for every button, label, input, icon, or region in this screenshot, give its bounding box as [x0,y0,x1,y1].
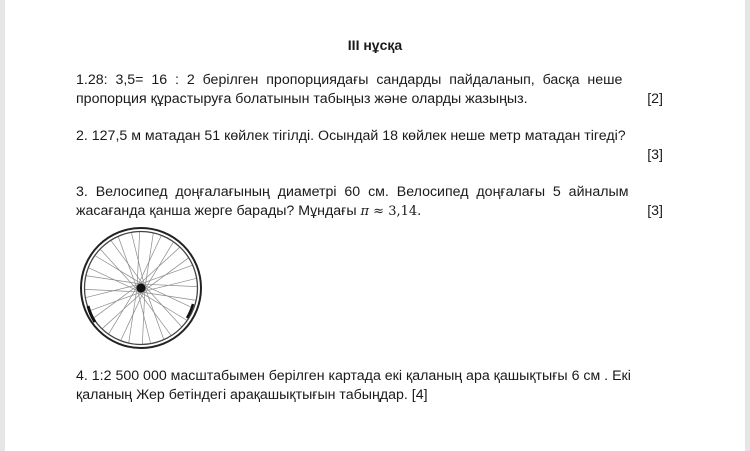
pi-approx-value: ≈ 3,14. [369,204,422,219]
task-3-line-1: 3. Велосипед доңғалағының диаметрі 60 см. Велосипед доңғалағы 5 айналым [76,184,629,200]
worksheet-page [76,36,674,405]
task-2-score: [3] [647,147,663,163]
task-1-line-2: пропорция құрастыруға болатынын табыңыз және оларды жазыңыз. [76,91,528,107]
pi-symbol: π [360,204,370,219]
task-1-score: [2] [647,91,663,107]
task-4-line-1: 4. 1:2 500 000 масштабымен берілген картада екі қаланың ара қашықтығы 6 см . Екі [76,368,631,384]
task-3-score: [3] [647,203,663,219]
task-3 [76,183,674,350]
left-page-edge [0,0,5,451]
variant-title: III нұсқа [347,37,403,53]
wheel-spoke [109,286,138,333]
bicycle-wheel-image [79,226,203,350]
task-1-line-1: 1.28: 3,5= 16 : 2 берілген пропорциядағы сандарды пайдаланып, басқа неше [76,72,623,88]
task-4 [76,367,674,405]
task-1-line-2-row [76,90,674,109]
task-2 [76,127,674,165]
task-3-line-2-row [76,202,674,221]
task-3-line-2 [76,202,421,221]
task-4-line-2: қаланың Жер бетіндегі арақашықтығын табыңдар. [4] [76,387,428,403]
wheel-spoke [143,285,193,308]
wheel-spoke [138,236,161,286]
wheel-spoke [95,256,142,285]
right-page-edge [745,0,750,451]
task-3-line-2-text: жасағанда қанша жерге барады? Мұндағы [76,203,361,219]
pi-formula [361,204,422,219]
task-1 [76,71,674,109]
task-2-line-1: 2. 127,5 м матадан 51 көйлек тігілді. Осындай 18 көйлек неше метр матадан тігеді? [76,128,626,144]
